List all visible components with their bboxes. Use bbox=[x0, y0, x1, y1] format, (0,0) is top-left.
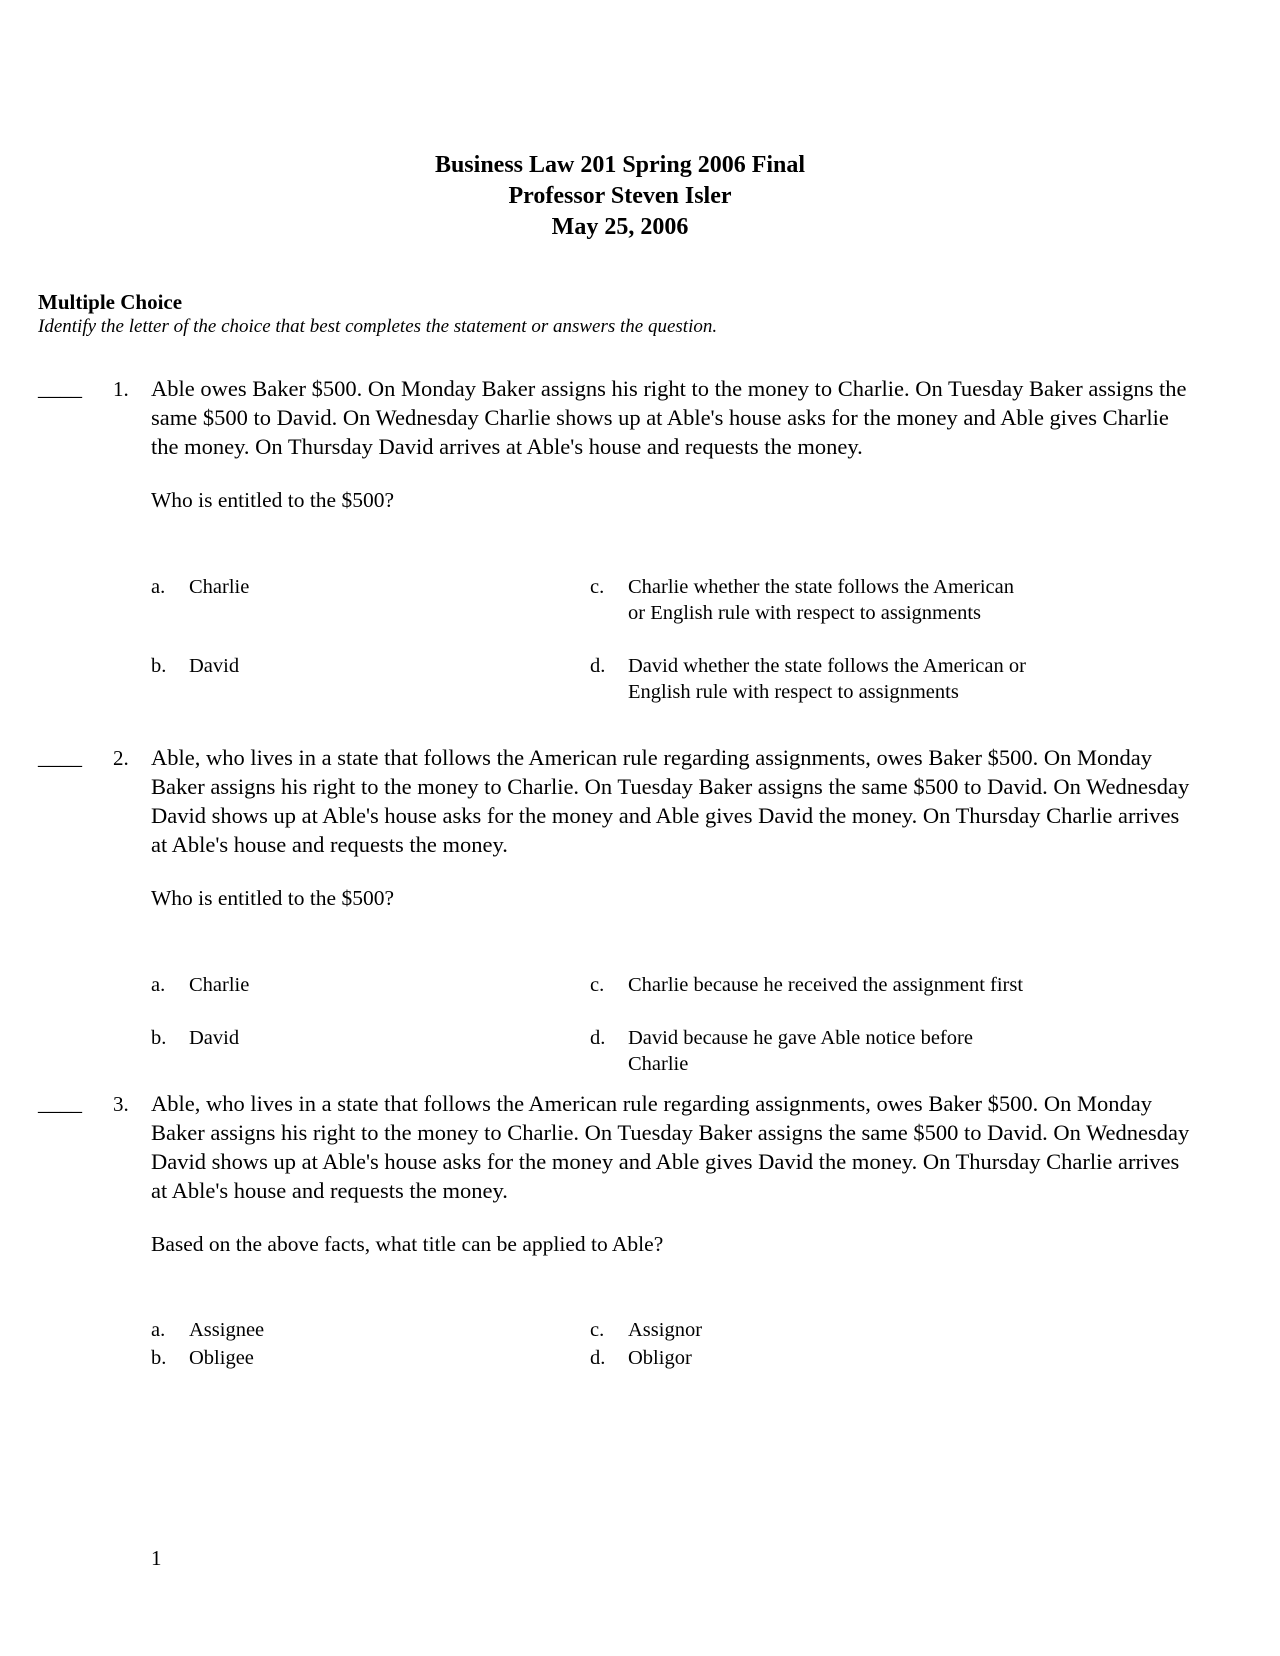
answer-blank[interactable]: ____ bbox=[38, 744, 82, 769]
section-instructions: Identify the letter of the choice that best completes the statement or answers the question. bbox=[38, 316, 718, 337]
option-text: Obligor bbox=[628, 1347, 692, 1369]
option-letter: b. bbox=[151, 655, 167, 677]
exam-date: May 25, 2006 bbox=[551, 214, 689, 240]
option-letter: c. bbox=[590, 1319, 605, 1341]
option-text: Charlie bbox=[189, 576, 250, 598]
option-text: Charlie bbox=[189, 974, 250, 996]
option-letter: d. bbox=[590, 655, 606, 677]
option-text: David because he gave Able notice before Charlie bbox=[628, 1027, 973, 1075]
question-prompt: Who is entitled to the $500? bbox=[151, 488, 395, 512]
question-text: Able owes Baker $500. On Monday Baker assigns his right to the money to Charlie. On Tuesday Baker assigns the same $500 to David. On Wednesday Charlie shows up at Able's house asks for the money and Able gives Charlie the money. On Thursday David arrives at Able's house and requests the money. bbox=[151, 376, 1187, 459]
option-letter: a. bbox=[151, 576, 166, 598]
option-text: Obligee bbox=[189, 1347, 254, 1369]
course-title: Business Law 201 Spring 2006 Final bbox=[434, 152, 806, 178]
question-prompt: Who is entitled to the $500? bbox=[151, 886, 395, 910]
question-number: 1. bbox=[113, 377, 129, 401]
exam-header bbox=[0, 150, 1240, 243]
question-text: Able, who lives in a state that follows the American rule regarding assignments, owes Baker $500. On Monday Baker assigns his right to the money to Charlie. On Tuesday Baker assigns the same $500 to David. On Wednesday David shows up at Able's house asks for the money and Able gives David the money. On Thursday Charlie arrives at Able's house and requests the money. bbox=[151, 745, 1190, 857]
option-text: David whether the state follows the American or English rule with respect to assignments bbox=[628, 655, 1026, 703]
option-letter: b. bbox=[151, 1027, 167, 1049]
option-letter: d. bbox=[590, 1027, 606, 1049]
page-number: 1 bbox=[151, 1546, 162, 1570]
section-title: Multiple Choice bbox=[38, 290, 183, 314]
option-text: Charlie whether the state follows the American or English rule with respect to assignments bbox=[628, 576, 1014, 624]
option-letter: c. bbox=[590, 974, 605, 996]
option-text: Charlie because he received the assignment first bbox=[628, 974, 1024, 996]
question-number: 3. bbox=[113, 1092, 129, 1116]
option-letter: b. bbox=[151, 1347, 167, 1369]
question-prompt: Based on the above facts, what title can be applied to Able? bbox=[151, 1232, 664, 1256]
option-text: David bbox=[189, 1027, 240, 1049]
option-letter: a. bbox=[151, 974, 166, 996]
answer-blank[interactable]: ____ bbox=[38, 1090, 82, 1115]
answer-blank[interactable]: ____ bbox=[38, 375, 82, 400]
option-text: Assignor bbox=[628, 1319, 703, 1341]
option-text: David bbox=[189, 655, 240, 677]
option-letter: c. bbox=[590, 576, 605, 598]
professor-name: Professor Steven Isler bbox=[508, 183, 732, 209]
option-letter: a. bbox=[151, 1319, 166, 1341]
question-number: 2. bbox=[113, 746, 129, 770]
question-text: Able, who lives in a state that follows the American rule regarding assignments, owes Baker $500. On Monday Baker assigns his right to the money to Charlie. On Tuesday Baker assigns the same $500 to David. On Wednesday David shows up at Able's house asks for the money and Able gives David the money. On Thursday Charlie arrives at Able's house and requests the money. bbox=[151, 1091, 1190, 1203]
option-text: Assignee bbox=[189, 1319, 265, 1341]
option-letter: d. bbox=[590, 1347, 606, 1369]
